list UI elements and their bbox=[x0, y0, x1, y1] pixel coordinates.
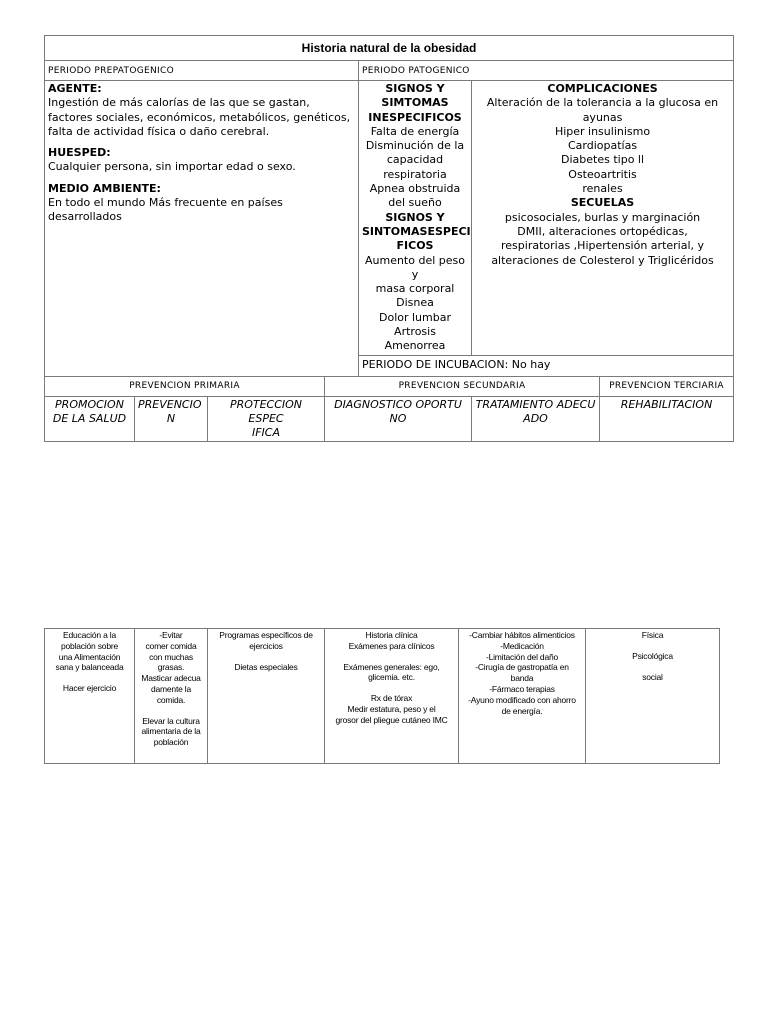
specific-sign-item: Artrosis bbox=[394, 325, 436, 339]
nonspecific-sign-item: del sueño bbox=[388, 196, 442, 210]
specific-sign-item: Disnea bbox=[396, 296, 434, 310]
complication-item: Cardiopatías bbox=[567, 139, 638, 153]
prepathogenic-content bbox=[45, 81, 359, 377]
nonspecific-sign-item: Apnea obstruida bbox=[369, 182, 461, 196]
sequelae-label: SECUELAS bbox=[570, 196, 635, 210]
specific-signs-label-1: SIGNOS Y bbox=[385, 210, 445, 224]
nonspecific-sign-item: capacidad bbox=[386, 153, 444, 167]
treatment-header: TRATAMIENTO ADECU ADO bbox=[472, 396, 600, 441]
complication-item: Diabetes tipo ll bbox=[561, 153, 645, 167]
nonspecific-signs-label-1: SIGNOS Y bbox=[385, 82, 445, 95]
nonspecific-sign-item: Disminución de la bbox=[365, 139, 465, 153]
specific-sign-item: Amenorrea bbox=[384, 339, 446, 353]
specific-protection-header: PROTECCION ESPEC IFICA bbox=[208, 396, 325, 441]
agent-label: AGENTE: bbox=[48, 82, 102, 95]
specific-signs-label-2: SINTOMASESPECI bbox=[362, 224, 471, 238]
specific-signs-label-3: FICOS bbox=[396, 239, 434, 253]
sequela-item: psicosociales, burlas y marginación bbox=[504, 210, 701, 224]
complications-cell bbox=[472, 81, 734, 356]
specific-sign-item: Dolor lumbar bbox=[379, 310, 451, 324]
nonspecific-sign-item: respiratoria bbox=[383, 167, 447, 181]
environment-text: En todo el mundo Más frecuente en países desarrollados bbox=[48, 196, 283, 224]
specific-sign-item: masa corporal bbox=[375, 282, 455, 296]
sequela-item: DMII, alteraciones ortopédicas, bbox=[517, 224, 688, 238]
tertiary-prevention-header: PREVENCION TERCIARIA bbox=[600, 376, 734, 396]
early-diagnosis-header: DIAGNOSTICO OPORTU NO bbox=[325, 396, 472, 441]
agent-text: Ingestión de más calorías de las que se gastan, factores sociales, económicos, metabólicos, genéticos, falta de actividad física o daño cerebral. bbox=[48, 96, 351, 138]
sequela-item: respiratorias ,Hipertensión arterial, y bbox=[501, 239, 705, 253]
health-promotion-header: PROMOCION DE LA SALUD bbox=[45, 396, 135, 441]
signs-symptoms-cell bbox=[359, 81, 472, 356]
pathogenic-period-header: PERIODO PATOGENICO bbox=[359, 61, 734, 81]
primary-prevention-header: PREVENCION PRIMARIA bbox=[45, 376, 325, 396]
complication-item: renales bbox=[582, 182, 623, 196]
nonspecific-sign-item: Falta de energía bbox=[370, 124, 460, 138]
nonspecific-signs-label-2: SIMTOMAS bbox=[381, 96, 449, 110]
incubation-period: PERIODO DE INCUBACION: No hay bbox=[359, 355, 734, 376]
complication-item: ayunas bbox=[582, 110, 623, 124]
specific-protection-details: Programas específicos de ejercicios Dietas especiales bbox=[208, 629, 325, 764]
complication-item: Alteración de la tolerancia a la glucosa en bbox=[486, 96, 719, 110]
health-promotion-details: Educación a la población sobre una Alimentación sana y balanceada Hacer ejercicio bbox=[45, 629, 135, 764]
sequela-item: alteraciones de Colesterol y Triglicéridos bbox=[491, 253, 714, 267]
host-label: HUESPED: bbox=[48, 146, 111, 160]
prevention-header: PREVENCIO N bbox=[135, 396, 208, 441]
complication-item: Hiper insulinismo bbox=[554, 124, 651, 138]
prevention-details-table bbox=[44, 628, 720, 764]
complication-item: Osteoartritis bbox=[568, 167, 637, 181]
document-title: Historia natural de la obesidad bbox=[45, 36, 734, 61]
host-text: Cualquier persona, sin importar edad o sexo. bbox=[48, 160, 296, 174]
rehabilitation-header: REHABILITACION bbox=[600, 396, 734, 441]
prepathogenic-period-header: PERIODO PREPATOGENICO bbox=[45, 61, 359, 81]
treatment-details: -Cambiar hábitos alimenticios -Medicación -Limitación del daño -Cirugía de gastropatía en banda -Fármaco terapias -Ayuno modificado con ahorro de energía. bbox=[459, 629, 586, 764]
natural-history-table bbox=[44, 35, 734, 442]
specific-sign-item: Aumento del peso y bbox=[364, 253, 465, 281]
nonspecific-signs-label-3: INESPECIFICOS bbox=[368, 110, 462, 124]
prevention-details: -Evitar comer comida con muchas grasas. Masticar adecua damente la comida. Elevar la cultura alimentaria de la población bbox=[135, 629, 208, 764]
complications-label: COMPLICACIONES bbox=[547, 82, 658, 95]
environment-label: MEDIO AMBIENTE: bbox=[48, 181, 161, 195]
early-diagnosis-details: Historia clínica Exámenes para clínicos Exámenes generales: ego, glicemia. etc. Rx de tórax Medir estatura, peso y el grosor del pliegue cutáneo IMC bbox=[325, 629, 459, 764]
rehabilitation-details: Física Psicológica social bbox=[586, 629, 720, 764]
secondary-prevention-header: PREVENCION SECUNDARIA bbox=[325, 376, 600, 396]
